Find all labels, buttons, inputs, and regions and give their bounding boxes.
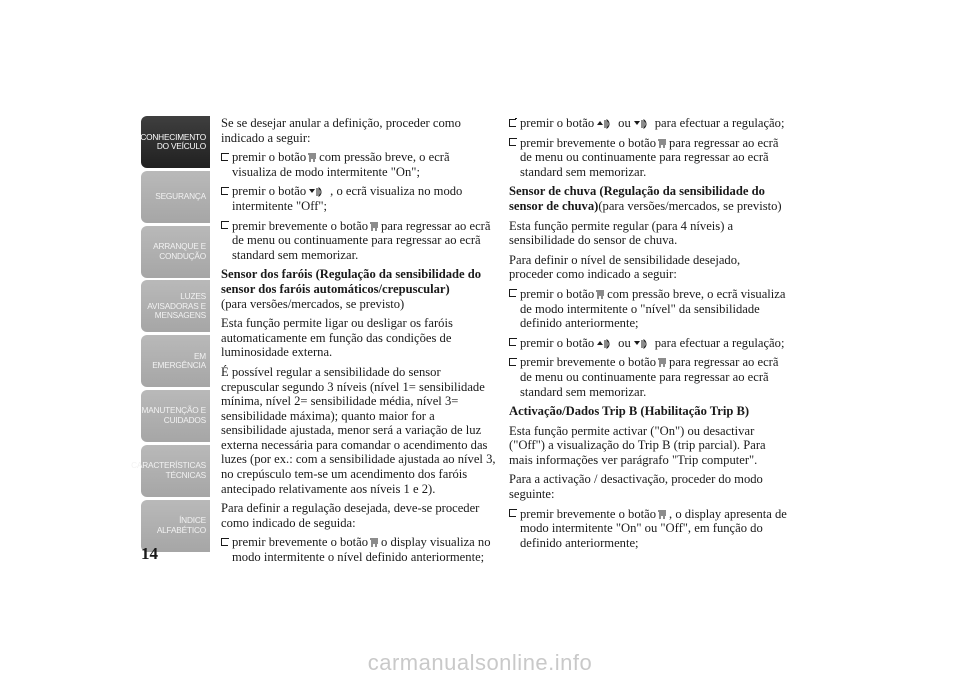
paragraph: Esta função permite activar ("On") ou desactivar ("Off") a visualização do Trip B (trip parcial). Para mais informações ver parágrafo "Trip computer". <box>509 423 766 467</box>
bullet-box-icon <box>509 138 516 146</box>
section-heading <box>221 267 496 311</box>
text-column-left <box>221 116 496 570</box>
paragraph: Esta função permite ligar ou desligar os faróis automaticamente em função das condições de luminosidade externa. <box>221 316 453 360</box>
list-item: premir o botão ou para efectuar a regulação; <box>509 336 787 351</box>
list-item: premir brevemente o botão para regressar ao ecrã de menu ou continuamente para regressar ao ecrã standard sem memorizar. <box>221 219 496 263</box>
bullet-box-icon <box>509 358 516 366</box>
section-heading: Activação/Dados Trip B (Habilitação Trip B) <box>509 404 750 419</box>
list-item: premir brevemente o botão para regressar ao ecrã de menu ou continuamente para regressar ao ecrã standard sem memorizar. <box>509 355 787 399</box>
down-button-icon <box>633 118 653 129</box>
tab-em-emergencia[interactable]: EM EMERGÊNCIA <box>141 335 210 387</box>
paragraph: Se se desejar anular a definição, proceder como indicado a seguir: <box>221 116 461 145</box>
list-item: premir brevemente o botão para regressar ao ecrã de menu ou continuamente para regressar ao ecrã standard sem memorizar. <box>509 136 787 180</box>
tab-manutencao[interactable]: MANUTENÇÃO E CUIDADOS <box>141 390 210 442</box>
bullet-box-icon <box>509 119 516 127</box>
bullet-box-icon <box>509 289 516 297</box>
menu-button-icon <box>658 509 667 520</box>
paragraph: É possível regular a sensibilidade do sensor crepuscular segundo 3 níveis (nível 1= sensibilidade mínima, nível 2= sensibilidade média, nível 3= sensibilidade máxima); quanto maior for a sensibilidade ajustada, menor será a variação de luz externa necessária para comandar o acendimento das luzes (por ex.: com a sensibilidade ajustada ao nível 3, no crepúsculo tem-se um acendimento dos faróis antecipado relativamente aos níveis 1 e 2). <box>221 364 496 496</box>
down-button-icon <box>308 186 328 197</box>
tab-arranque-e-conducao[interactable]: ARRANQUE E CONDUÇÃO <box>141 226 210 278</box>
menu-button-icon <box>370 221 379 232</box>
menu-button-icon <box>658 138 667 149</box>
page-number: 14 <box>141 544 158 563</box>
menu-button-icon <box>370 537 379 548</box>
bullet-box-icon <box>509 338 516 346</box>
bullet-box-icon <box>221 187 228 195</box>
bullet-box-icon <box>221 221 228 229</box>
heading-text: Sensor dos faróis (Regulação da sensibilidade do sensor dos faróis automáticos/crepuscular) <box>221 267 482 296</box>
tab-conhecimento-do-veiculo[interactable]: CONHECIMENTO DO VEÍCULO <box>141 116 210 168</box>
list-item: premir o botão ou para efectuar a regulação; <box>509 116 787 131</box>
bullet-box-icon <box>221 153 228 161</box>
paragraph: Esta função permite regular (para 4 níveis) a sensibilidade do sensor de chuva. <box>509 218 734 248</box>
list-item: premir o botão com pressão breve, o ecrã visualiza de modo intermitente o "nível" da sensibilidade definido anteriormente; <box>509 287 787 331</box>
paragraph: Para a activação / desactivação, proceder do modo seguinte: <box>509 472 763 502</box>
text-column-right <box>509 116 787 555</box>
chapter-sidebar <box>131 116 210 554</box>
heading-text: Sensor de chuva (Regulação da sensibilidade do sensor de chuva) <box>509 184 765 213</box>
down-button-icon <box>633 338 653 349</box>
tab-caracteristicas-tecnicas[interactable]: CARACTERÍSTICAS TÉCNICAS <box>141 445 210 497</box>
list-item: premir o botão com pressão breve, o ecrã visualiza de modo intermitente "On"; <box>221 150 496 179</box>
watermark-text: carmanualsonline.info <box>367 650 593 675</box>
paragraph: Para definir o nível de sensibilidade desejado, proceder como indicado a seguir: <box>509 252 741 282</box>
list-item: premir brevemente o botão , o display apresenta de modo intermitente "On" ou "Off", em função do definido anteriormente; <box>509 507 787 551</box>
bullet-box-icon <box>509 509 516 517</box>
up-button-icon <box>596 118 616 129</box>
paragraph: Para definir a regulação desejada, deve-se proceder como indicado de seguida: <box>221 501 480 530</box>
tab-seguranca[interactable]: SEGURANÇA <box>141 171 210 223</box>
menu-button-icon <box>658 357 667 368</box>
bullet-box-icon <box>221 538 228 546</box>
tab-luzes-avisadoras[interactable]: LUZES AVISADORAS E MENSAGENS <box>141 280 210 332</box>
list-item: premir o botão , o ecrã visualiza no modo intermitente "Off"; <box>221 184 496 213</box>
heading-note: (para versões/mercados, se previsto) <box>598 198 782 213</box>
list-item: premir brevemente o botão o display visualiza no modo intermitente o nível definido anteriormente; <box>221 535 496 564</box>
menu-button-icon <box>308 152 317 163</box>
up-button-icon <box>596 338 616 349</box>
heading-note: (para versões/mercados, se previsto) <box>221 296 405 311</box>
section-heading <box>509 184 787 213</box>
menu-button-icon <box>596 289 605 300</box>
tab-indice-alfabetico[interactable]: ÍNDICE ALFABÉTICO <box>141 500 210 552</box>
